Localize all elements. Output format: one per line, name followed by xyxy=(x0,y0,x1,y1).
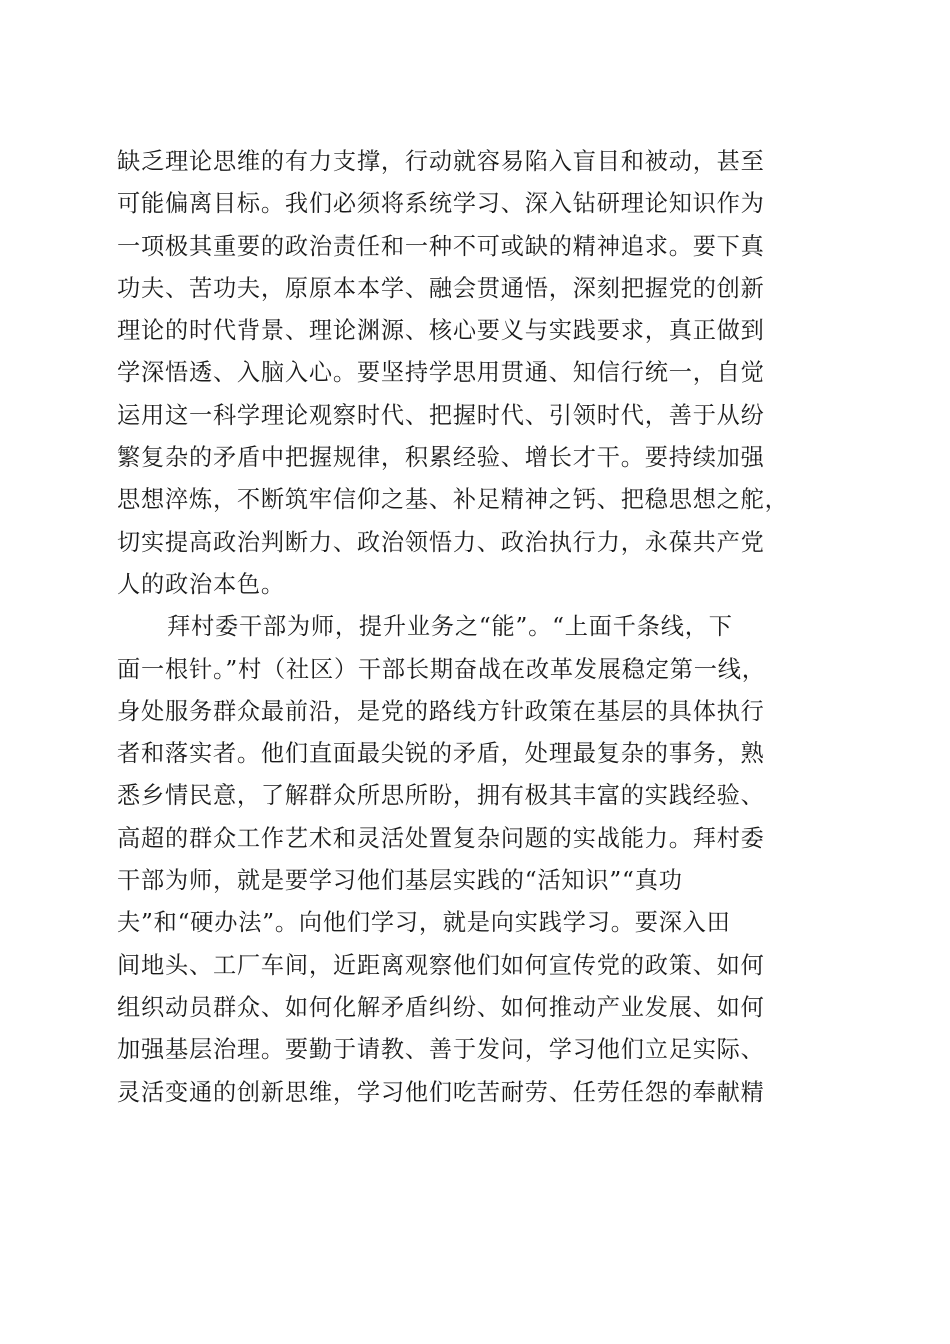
text-line: 干部为师，就是要学习他们基层实践的“活知识”“真功 xyxy=(117,867,683,895)
text-line: 理论的时代背景、理论渊源、核心要义与实践要求，真正做到 xyxy=(117,317,765,345)
text-line: 繁复杂的矛盾中把握规律，积累经验、增长才干。要持续加强 xyxy=(117,444,765,472)
text-line: 身处服务群众最前沿，是党的路线方针政策在基层的具体执行 xyxy=(117,697,765,725)
text-line: 加强基层治理。要勤于请教、善于发问，学习他们立足实际、 xyxy=(117,1036,765,1064)
text-line: 夫”和“硬办法”。向他们学习，就是向实践学习。要深入田 xyxy=(117,909,731,937)
paragraph-start-line: 拜村委干部为师，提升业务之“能”。“上面千条线，下 xyxy=(167,613,733,641)
text-line: 高超的群众工作艺术和灵活处置复杂问题的实战能力。拜村委 xyxy=(117,824,765,852)
text-line: 功夫、苦功夫，原原本本学、融会贯通悟，深刻把握党的创新 xyxy=(117,274,765,302)
text-line: 可能偏离目标。我们必须将系统学习、深入钻研理论知识作为 xyxy=(117,190,765,218)
text-line: 人的政治本色。 xyxy=(117,570,285,598)
text-line: 学深悟透、入脑入心。要坚持学思用贯通、知信行统一，自觉 xyxy=(117,359,765,387)
text-line: 间地头、工厂车间，近距离观察他们如何宣传党的政策、如何 xyxy=(117,951,765,979)
text-line: 一项极其重要的政治责任和一种不可或缺的精神追求。要下真 xyxy=(117,232,765,260)
text-line: 切实提高政治判断力、政治领悟力、政治执行力，永葆共产党 xyxy=(117,528,765,556)
text-line: 思想淬炼，不断筑牢信仰之基、补足精神之钙、把稳思想之舵， xyxy=(117,486,789,514)
text-line: 运用这一科学理论观察时代、把握时代、引领时代，善于从纷 xyxy=(117,401,765,429)
text-line: 悉乡情民意，了解群众所思所盼，拥有极其丰富的实践经验、 xyxy=(117,782,765,810)
text-line: 者和落实者。他们直面最尖锐的矛盾，处理最复杂的事务，熟 xyxy=(117,740,765,768)
text-line: 面一根针。”村（社区）干部长期奋战在改革发展稳定第一线， xyxy=(117,655,766,683)
text-line: 缺乏理论思维的有力支撑，行动就容易陷入盲目和被动，甚至 xyxy=(117,148,765,175)
text-line: 组织动员群众、如何化解矛盾纠纷、如何推动产业发展、如何 xyxy=(117,993,765,1021)
body-text xyxy=(117,141,837,1114)
text-line: 灵活变通的创新思维，学习他们吃苦耐劳、任劳任怨的奉献精 xyxy=(117,1078,765,1106)
